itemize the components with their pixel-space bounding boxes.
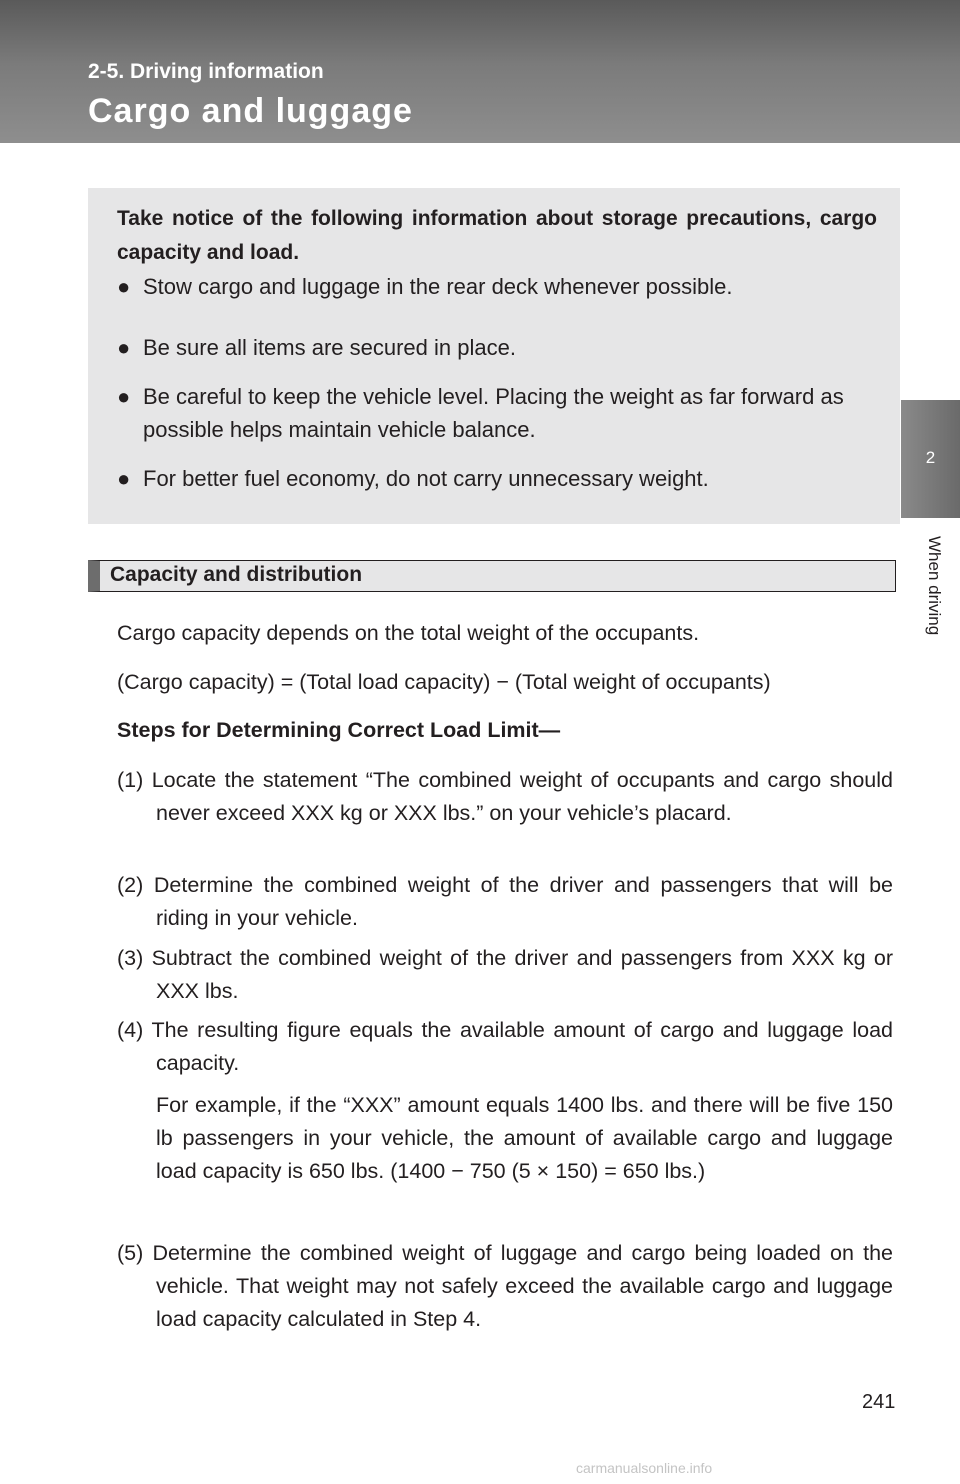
bullet-icon: ● xyxy=(117,335,131,360)
step-item: (4) The resulting figure equals the available amount of cargo and luggage load capacity. xyxy=(117,1018,893,1075)
notice-item: ● Stow cargo and luggage in the rear deck whenever possible. xyxy=(117,270,887,303)
step-item: (2) Determine the combined weight of the driver and passengers that will be riding in your vehicle. xyxy=(117,873,893,930)
capacity-paragraph: Cargo capacity depends on the total weight of the occupants. xyxy=(117,621,700,645)
step-item: (5) Determine the combined weight of luggage and cargo being loaded on the vehicle. That weight may not safely exceed the available cargo and luggage load capacity calculated in Step 4. xyxy=(117,1241,893,1331)
steps-heading: Steps for Determining Correct Load Limit— xyxy=(117,718,561,742)
step-item: (1) Locate the statement “The combined weight of occupants and cargo should never exceed XXX kg or XXX lbs.” on your vehicle’s placard. xyxy=(117,768,893,825)
subsection-heading: Capacity and distribution xyxy=(88,560,896,592)
bullet-icon: ● xyxy=(117,274,131,299)
section-label: 2-5. Driving information xyxy=(88,60,324,83)
notice-intro: Take notice of the following information about storage precautions, cargo capacity and load. xyxy=(117,207,877,264)
notice-box xyxy=(88,188,900,524)
watermark: carmanualsonline.info xyxy=(576,1460,713,1476)
notice-item: ● Be careful to keep the vehicle level. Placing the weight as far forward as possible helps maintain vehicle balance. xyxy=(117,380,887,446)
page-number: 241 xyxy=(862,1391,896,1413)
chapter-label: When driving xyxy=(925,536,944,636)
notice-item: ● Be sure all items are secured in place. xyxy=(117,331,887,364)
step-item: (3) Subtract the combined weight of the driver and passengers from XXX kg or XXX lbs. xyxy=(117,946,893,1003)
step-example: For example, if the “XXX” amount equals 1400 lbs. and there will be five 150 lb passengers in your vehicle, the amount of available cargo and luggage load capacity is 650 lbs. (1400 − 750 (5 × 150) = 650 lbs.) xyxy=(156,1093,893,1183)
bullet-icon: ● xyxy=(117,466,131,491)
chapter-number: 2 xyxy=(925,448,936,467)
capacity-formula: (Cargo capacity) = (Total load capacity) − (Total weight of occupants) xyxy=(117,670,771,694)
notice-item: ● For better fuel economy, do not carry unnecessary weight. xyxy=(117,462,887,495)
page-title: Cargo and luggage xyxy=(88,92,413,130)
header-banner xyxy=(0,0,960,143)
bullet-icon: ● xyxy=(117,384,131,409)
